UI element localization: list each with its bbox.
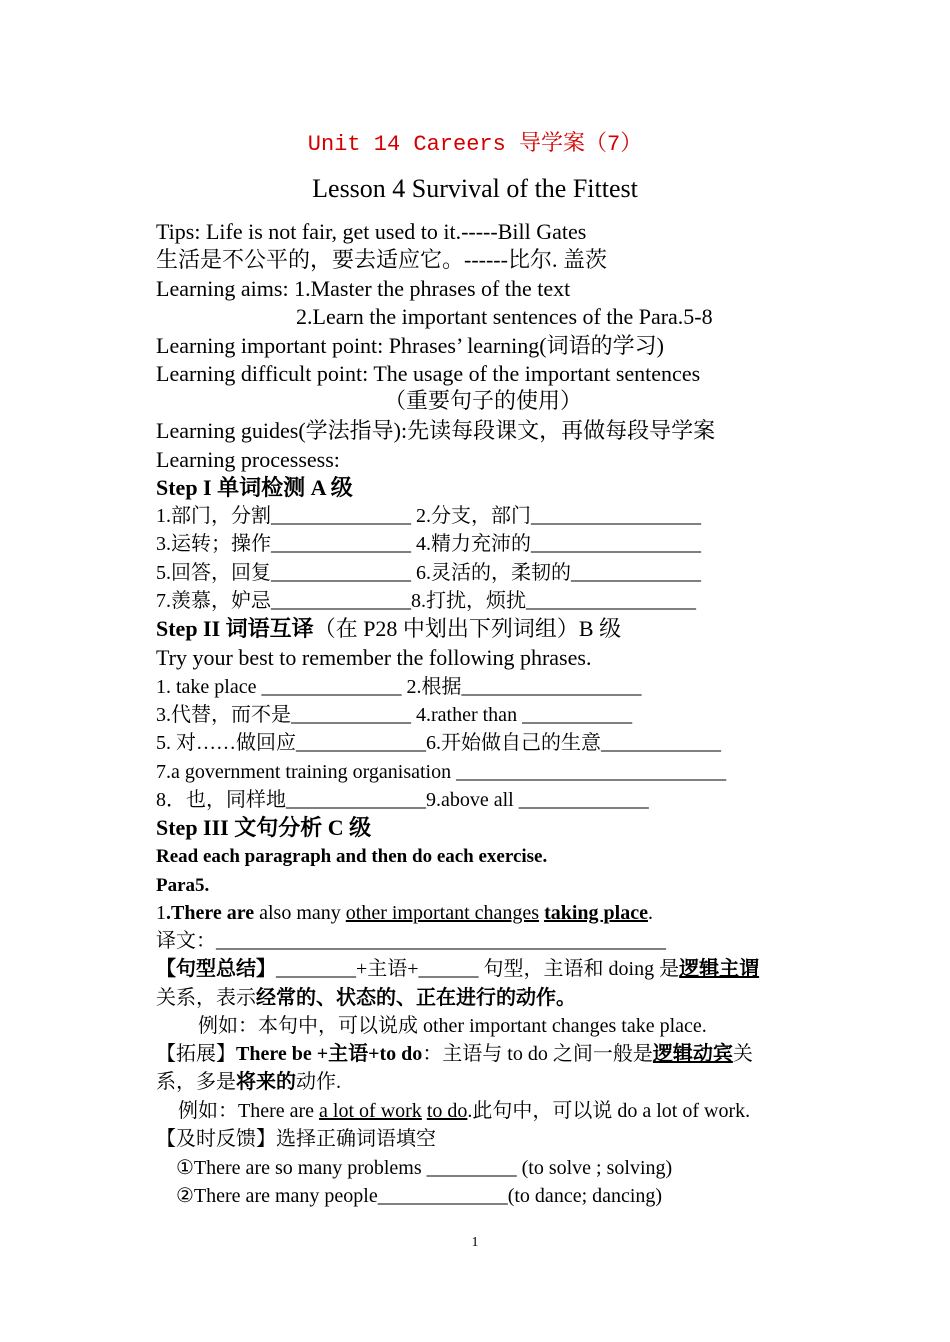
step2-instruction: Try your best to remember the following phrases. [156,645,592,670]
step1-row: 7.羡慕，妒忌______________8.打扰，烦扰_________________ [156,590,696,612]
summary-label: 【句型总结】 [156,958,276,980]
extension-text: 关 [732,1043,753,1065]
pattern-summary-1 [156,959,759,979]
extension-text: ：主语与 to do 之间一般是 [422,1043,653,1065]
summary-key-term: 逻辑主谓 [679,958,760,980]
exercise-item: ①There are so many problems _________ (to solve ; solving) [176,1157,673,1179]
summary-text: 关系，表示 [156,987,256,1009]
step1-row: 3.运转；操作______________ 4.精力充沛的_________________ [156,533,701,555]
learning-difficult-point-cn: （重要句子的使用） [384,388,583,413]
page-number: 1 [471,1235,479,1250]
learning-processes: Learning processess: [156,447,340,472]
question-subject: .There are [166,902,255,924]
para5-label: Para5. [156,875,210,896]
extension-pattern: There be +主语+to do [236,1043,423,1065]
extension-emphasis: 将来的 [236,1071,296,1093]
step2-heading-note: （在 P28 中划出下列词组）B 级 [313,616,622,641]
question-1 [156,903,653,923]
step3-instruction: Read each paragraph and then do each exercise. [156,846,548,867]
question-number: 1 [156,902,166,924]
step1-row: 1.部门，分割______________ 2.分支，部门_________________ [156,505,701,527]
summary-emphasis: 经常的、状态的、正在进行的动作。 [256,987,576,1009]
extension-key-term: 逻辑动宾 [652,1043,733,1065]
key-phrase: taking place [544,902,648,924]
step2-heading [156,618,621,640]
example-2 [178,1101,750,1121]
step2-heading-bold: Step II 词语互译 [156,616,314,641]
summary-text: ________+主语+______ 句型，主语和 doing 是 [276,958,680,980]
underlined-phrase: other important changes [345,902,540,924]
step3-heading: Step III 文句分析 C 级 [156,815,372,840]
question-text: . [647,902,653,924]
example-text: .此句中，可以说 do a lot of work. [467,1100,751,1122]
tips-chinese: 生活是不公平的，要去适应它。------比尔. 盖茨 [156,247,607,272]
question-text: also many [254,902,346,924]
extension-text: 动作. [296,1071,341,1093]
extension-1 [156,1044,753,1064]
step2-row: 8．也，同样地______________9.above all _____________ [156,789,649,811]
exercise-item: ②There are many people_____________(to dance; dancing) [176,1185,663,1207]
step1-row: 5.回答，回复______________ 6.灵活的，柔韧的_____________ [156,562,701,584]
step2-row: 5. 对……做回应_____________6.开始做自己的生意____________ [156,732,721,754]
tips-english: Tips: Life is not fair, get used to it.-----Bill Gates [156,219,587,244]
learning-aims-2: 2.Learn the important sentences of the Para.5-8 [296,304,713,329]
learning-important-point: Learning important point: Phrases’ learning(词语的学习) [156,333,664,358]
lesson-subtitle: Lesson 4 Survival of the Fittest [312,174,638,203]
extension-2 [156,1072,341,1092]
document-title: Unit 14 Careers 导学案（7） [307,132,643,157]
step2-row: 3.代替，而不是____________ 4.rather than ___________ [156,704,633,726]
pattern-summary-2 [156,988,576,1008]
learning-difficult-point: Learning difficult point: The usage of the important sentences [156,361,701,386]
example-underlined: to do [426,1100,468,1122]
extension-text: 系，多是 [156,1071,236,1093]
step1-heading: Step I 单词检测 A 级 [156,475,353,500]
example-text: 例如：There are [178,1100,320,1122]
feedback-heading: 【及时反馈】选择正确词语填空 [156,1128,436,1150]
learning-guides: Learning guides(学法指导):先读每段课文，再做每段导学案 [156,418,716,443]
example-1: 例如：本句中，可以说成 other important changes take place. [198,1015,707,1037]
example-underlined: a lot of work [319,1100,422,1122]
extension-label: 【拓展】 [156,1043,236,1065]
learning-aims-1: Learning aims: 1.Master the phrases of the text [156,276,571,301]
translation-blank: 译文：_____________________________________________ [156,930,666,952]
step2-row: 1. take place ______________ 2.根据__________________ [156,676,642,698]
step2-row: 7.a government training organisation ___________________________ [156,761,727,783]
